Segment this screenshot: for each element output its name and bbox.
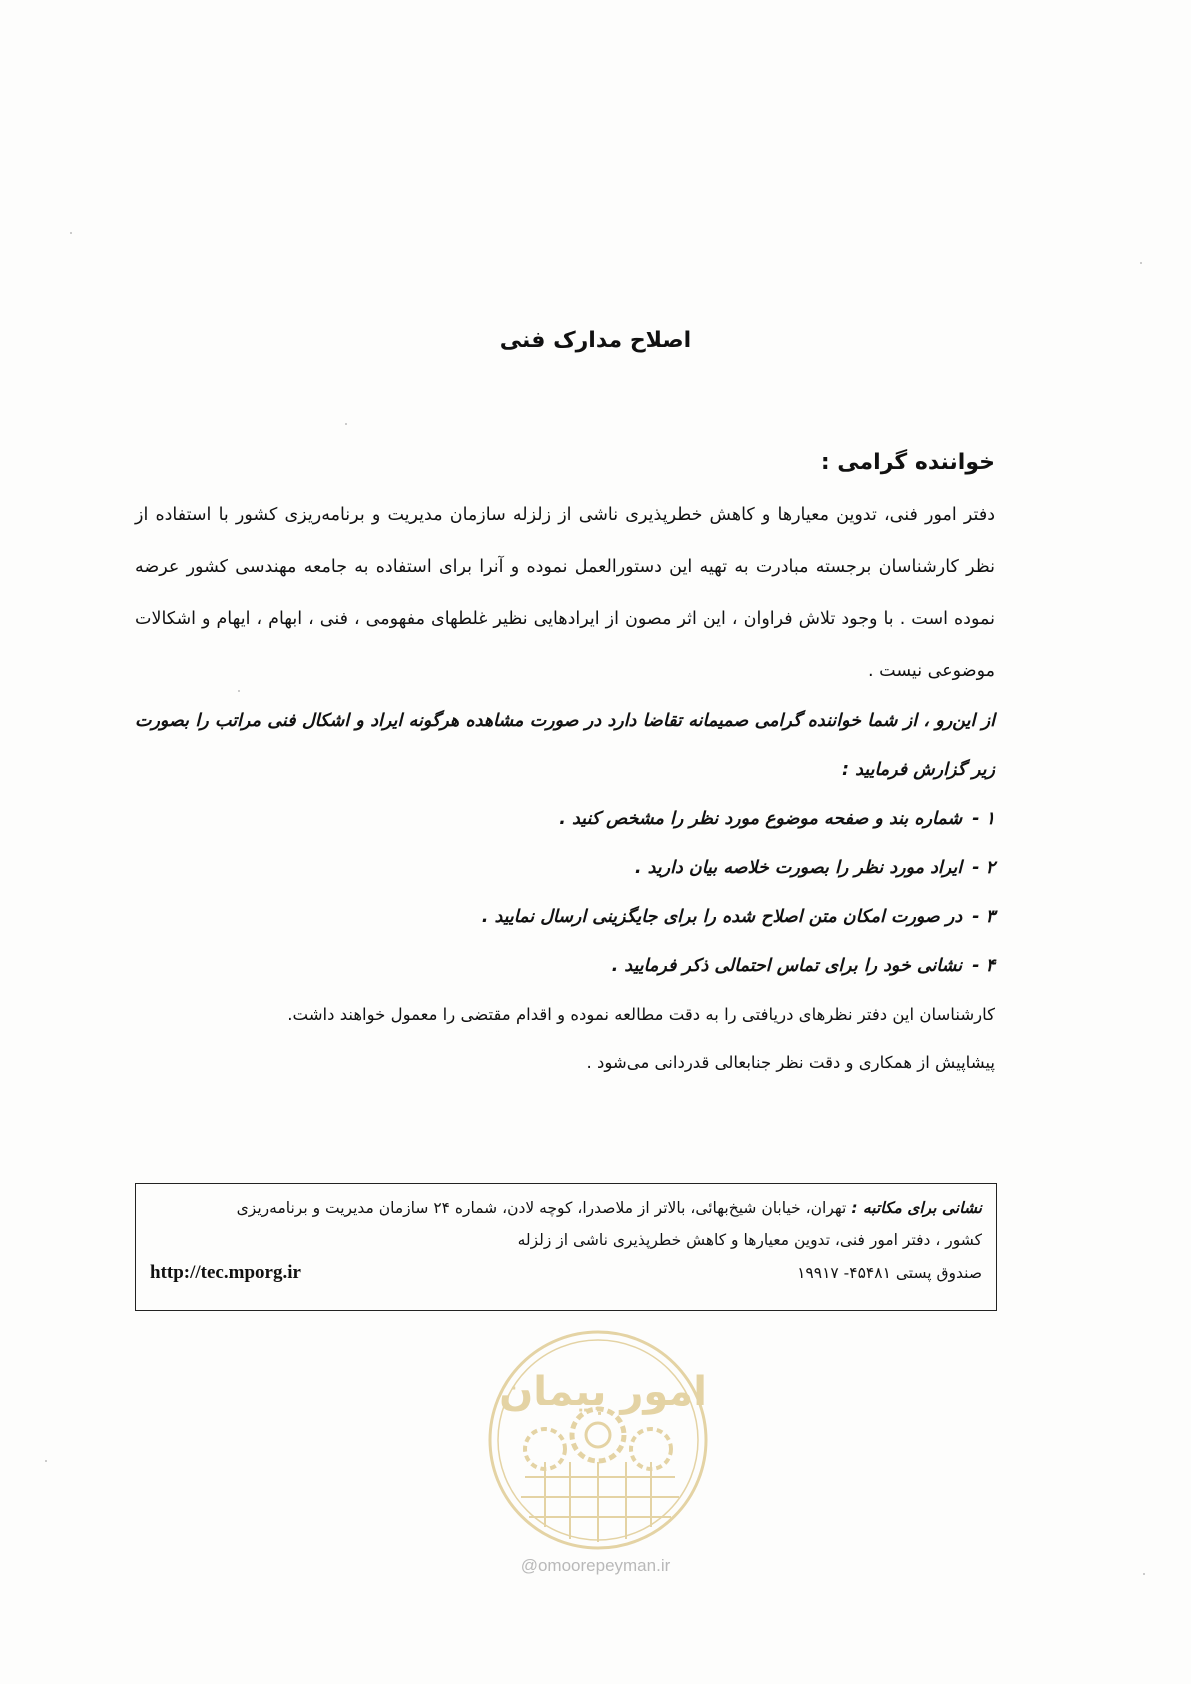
address-line-3 — [150, 1256, 982, 1290]
closing-line-2: پیشاپیش از همکاری و دقت نظر جنابعالی قدردانی می‌شود . — [586, 1053, 995, 1072]
address-text: تهران، خیابان شیخ‌بهائی، بالاتر از ملاصدرا، کوچه لادن، شماره ۲۴ سازمان مدیریت و برنامه‌ریزی — [236, 1199, 847, 1217]
watermark-logo-icon — [485, 1327, 711, 1553]
intro-paragraph: دفتر امور فنی، تدوین معیارها و کاهش خطرپذیری ناشی از زلزله سازمان مدیریت و برنامه‌ریزی کشور با استفاده از نظر کارشناسان برجسته مبادرت به تهیه این دستورالعمل نموده و آنرا برای استفاده به جامعه مهندسی کشور عرضه نموده است . با وجود تلاش فراوان ، این اثر مصون از ایرادهایی نظیر غلطهای مفهومی ، فنی ، ابهام ، ایهام و اشکالات موضوعی نیست . — [135, 505, 995, 681]
list-item-text: نشانی خود را برای تماس احتمالی ذکر فرمایید . — [611, 956, 963, 976]
address-line-1 — [150, 1192, 982, 1224]
website-link[interactable]: http://tec.mporg.ir — [150, 1262, 301, 1283]
list-item — [135, 795, 995, 844]
request-paragraph: از این‌رو ، از شما خواننده گرامی صمیمانه تقاضا دارد در صورت مشاهده هرگونه ایراد و اشکال فنی مراتب را بصورت زیر گزارش فرمایید : — [135, 711, 995, 780]
scan-speck — [1143, 1573, 1145, 1575]
closing-line-1: کارشناسان این دفتر نظرهای دریافتی را به دقت مطالعه نموده و اقدام مقتضی را معمول خواهند داشت. — [287, 1005, 995, 1024]
list-item-number: ۳ - — [972, 907, 995, 927]
po-box: صندوق پستی ۴۵۴۸۱- ۱۹۹۱۷ — [797, 1264, 982, 1282]
document-body — [135, 450, 995, 1087]
address-label: نشانی برای مکاتبه : — [851, 1199, 982, 1217]
list-item-number: ۴ - — [972, 956, 995, 976]
scan-speck — [1140, 262, 1142, 264]
scan-speck — [70, 232, 72, 234]
instruction-list — [135, 795, 995, 991]
list-item — [135, 844, 995, 893]
watermark-handle: @omoorepeyman.ir — [520, 1556, 671, 1575]
list-item-text: در صورت امکان متن اصلاح شده را برای جایگزینی ارسال نمایید . — [481, 907, 963, 927]
list-item — [135, 942, 995, 991]
list-item-number: ۱ - — [972, 809, 995, 829]
scan-speck — [45, 1460, 47, 1462]
list-item-text: ایراد مورد نظر را بصورت خلاصه بیان دارید . — [634, 858, 963, 878]
page-title: اصلاح مدارک فنی — [499, 328, 692, 353]
scan-speck — [238, 690, 240, 692]
address-line-2: کشور ، دفتر امور فنی، تدوین معیارها و کاهش خطرپذیری ناشی از زلزله — [517, 1231, 982, 1249]
list-item — [135, 893, 995, 942]
list-item-number: ۲ - — [972, 858, 995, 878]
watermark-logo-text: امور پیمان — [499, 1369, 707, 1415]
scan-speck — [345, 423, 347, 425]
list-item-text: شماره بند و صفحه موضوع مورد نظر را مشخص کنید . — [559, 809, 963, 829]
greeting: خواننده گرامی : — [820, 450, 995, 475]
address-box — [135, 1183, 997, 1311]
